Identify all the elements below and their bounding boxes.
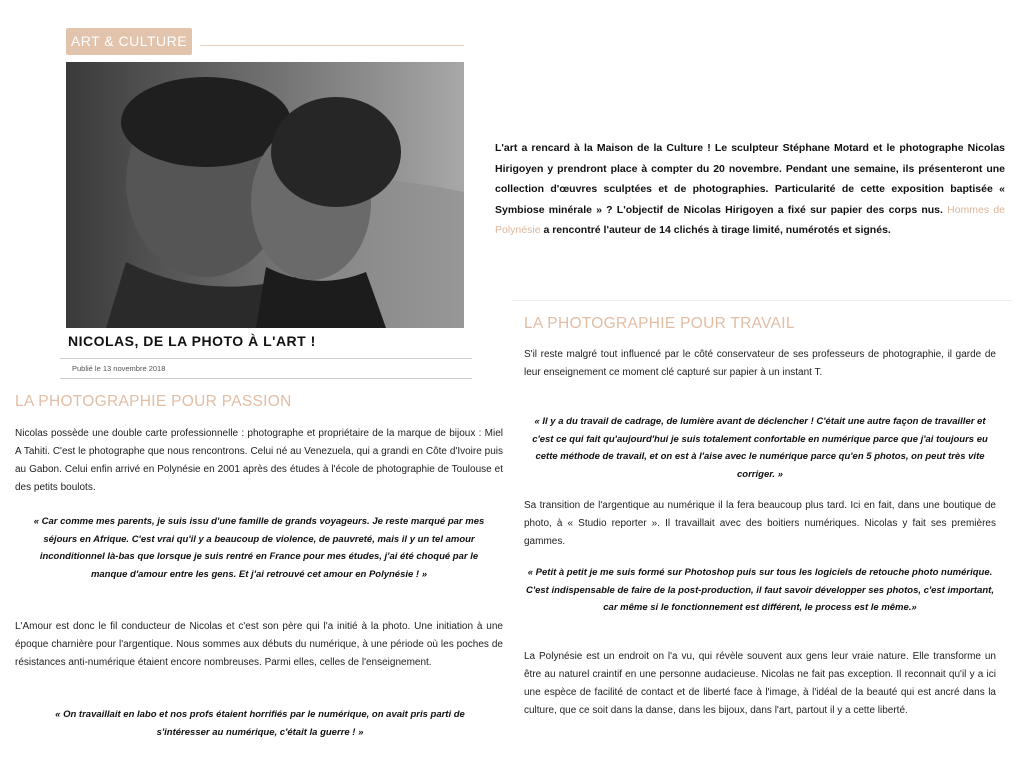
right-divider (512, 300, 1012, 301)
right-paragraph-3: La Polynésie est un endroit on l'a vu, qui révèle souvent aux gens leur vraie nature. Elle transforme un être au naturel craintif en une personne audacieuse. Nicolas ne fait pas exception. Il reconnait qu'il y a ici une espèce de facilité de contact et de liberté face à l'image, à l'idéal de la beauté qui est ancré dans la culture, que ce soit dans la danse, dans les bijoux, dans l'art, partout il y a cette liberté. (524, 651, 996, 716)
article-photo (66, 62, 464, 328)
left-paragraph-1: Nicolas possède une double carte professionnelle : photographe et propriétaire de la marque de bijoux : Miel A Tahiti. C'est le photographe que nous rencontrons. Celui né au Venezuela, qui a grandi en Côte d'Ivoire puis au Gabon. Celui enfin arrivé en Polynésie en 2001 après des études à l'école de photographie de Toulouse et des petits boulots. (15, 428, 503, 493)
left-paragraph-2: L'Amour est donc le fil conducteur de Nicolas et c'est son père qui l'a initié à la photo. Une initiation à une époque charnière pour l'argentique. Nous sommes aux débuts du numérique, à une période où les poches de résistances anti-numérique étaient encore nombreuses. Parmi elles, celles de l'enseignement. (15, 621, 503, 668)
right-paragraph-2: Sa transition de l'argentique au numérique il la fera beaucoup plus tard. Ici en fait, dans une boutique de photo, à « Studio reporter ». Il travaillait avec des boitiers numériques. Nicolas y fait ses premières gammes. (524, 500, 996, 547)
left-quote-2: « On travaillait en labo et nos profs étaient horrifiés par le numérique, on avait pris parti de s'intéresser au numérique, c'était la guerre ! » (55, 709, 465, 738)
tag-divider (200, 45, 464, 46)
intro-link[interactable]: Hommes de Polynésie (495, 203, 1005, 236)
category-tag[interactable]: ART & CULTURE (66, 28, 192, 55)
right-quote-1: « Il y a du travail de cadrage, de lumière avant de déclencher ! C'était une autre façon de travailler et c'est ce qui fait qu'aujourd'hui je suis totalement confortable en numérique parce que j'ai toujours eu cette méthode de travail, et on est à l'aise avec le numérique parce qu'en 5 photos, on peut très vite corriger. » (532, 416, 988, 480)
article-intro (495, 138, 1005, 241)
date-rule (60, 378, 472, 379)
left-heading: LA PHOTOGRAPHIE POUR PASSION (15, 393, 292, 410)
left-quote-1: « Car comme mes parents, je suis issu d'une famille de grands voyageurs. Je reste marqué par mes séjours en Afrique. C'est vrai qu'il y a beaucoup de violence, de pauvreté, mais il y un tel amour inconditionnel là-bas que lorsque je suis rentré en France pour mes études, j'ai été choqué par le manque d'amour entre les gens. Et j'ai retrouvé cet amour en Polynésie ! » (33, 516, 485, 580)
right-heading: LA PHOTOGRAPHIE POUR TRAVAIL (524, 315, 795, 332)
publish-date: Publié le 13 novembre 2018 (72, 364, 166, 373)
right-quote-2: « Petit à petit je me suis formé sur Photoshop puis sur tous les logiciels de retouche photo numérique. C'est indispensable de faire de la post-production, il faut savoir développer ses photos, c'est important, car même si le fonctionnement est différent, le process est le même.» (525, 567, 994, 613)
title-rule (60, 358, 472, 359)
intro-text-1: L'art a rencard à la Maison de la Culture ! Le sculpteur Stéphane Motard et le photographe Nicolas Hirigoyen y prendront place à compter du 20 novembre. Pendant une semaine, ils présenteront une collection d'œuvres sculptées et de photographies. Particularité de cette exposition baptisée « Symbiose minérale » ? L'objectif de Nicolas Hirigoyen a fixé sur papier des corps nus. (495, 142, 1005, 216)
article-title: NICOLAS, DE LA PHOTO À L'ART ! (68, 333, 316, 349)
right-paragraph-1: S'il reste malgré tout influencé par le côté conservateur de ses professeurs de photographie, il garde de leur enseignement ce moment clé capturé sur papier à un instant T. (524, 349, 996, 378)
intro-text-2: a rencontré l'auteur de 14 clichés à tirage limité, numérotés et signés. (540, 224, 891, 236)
